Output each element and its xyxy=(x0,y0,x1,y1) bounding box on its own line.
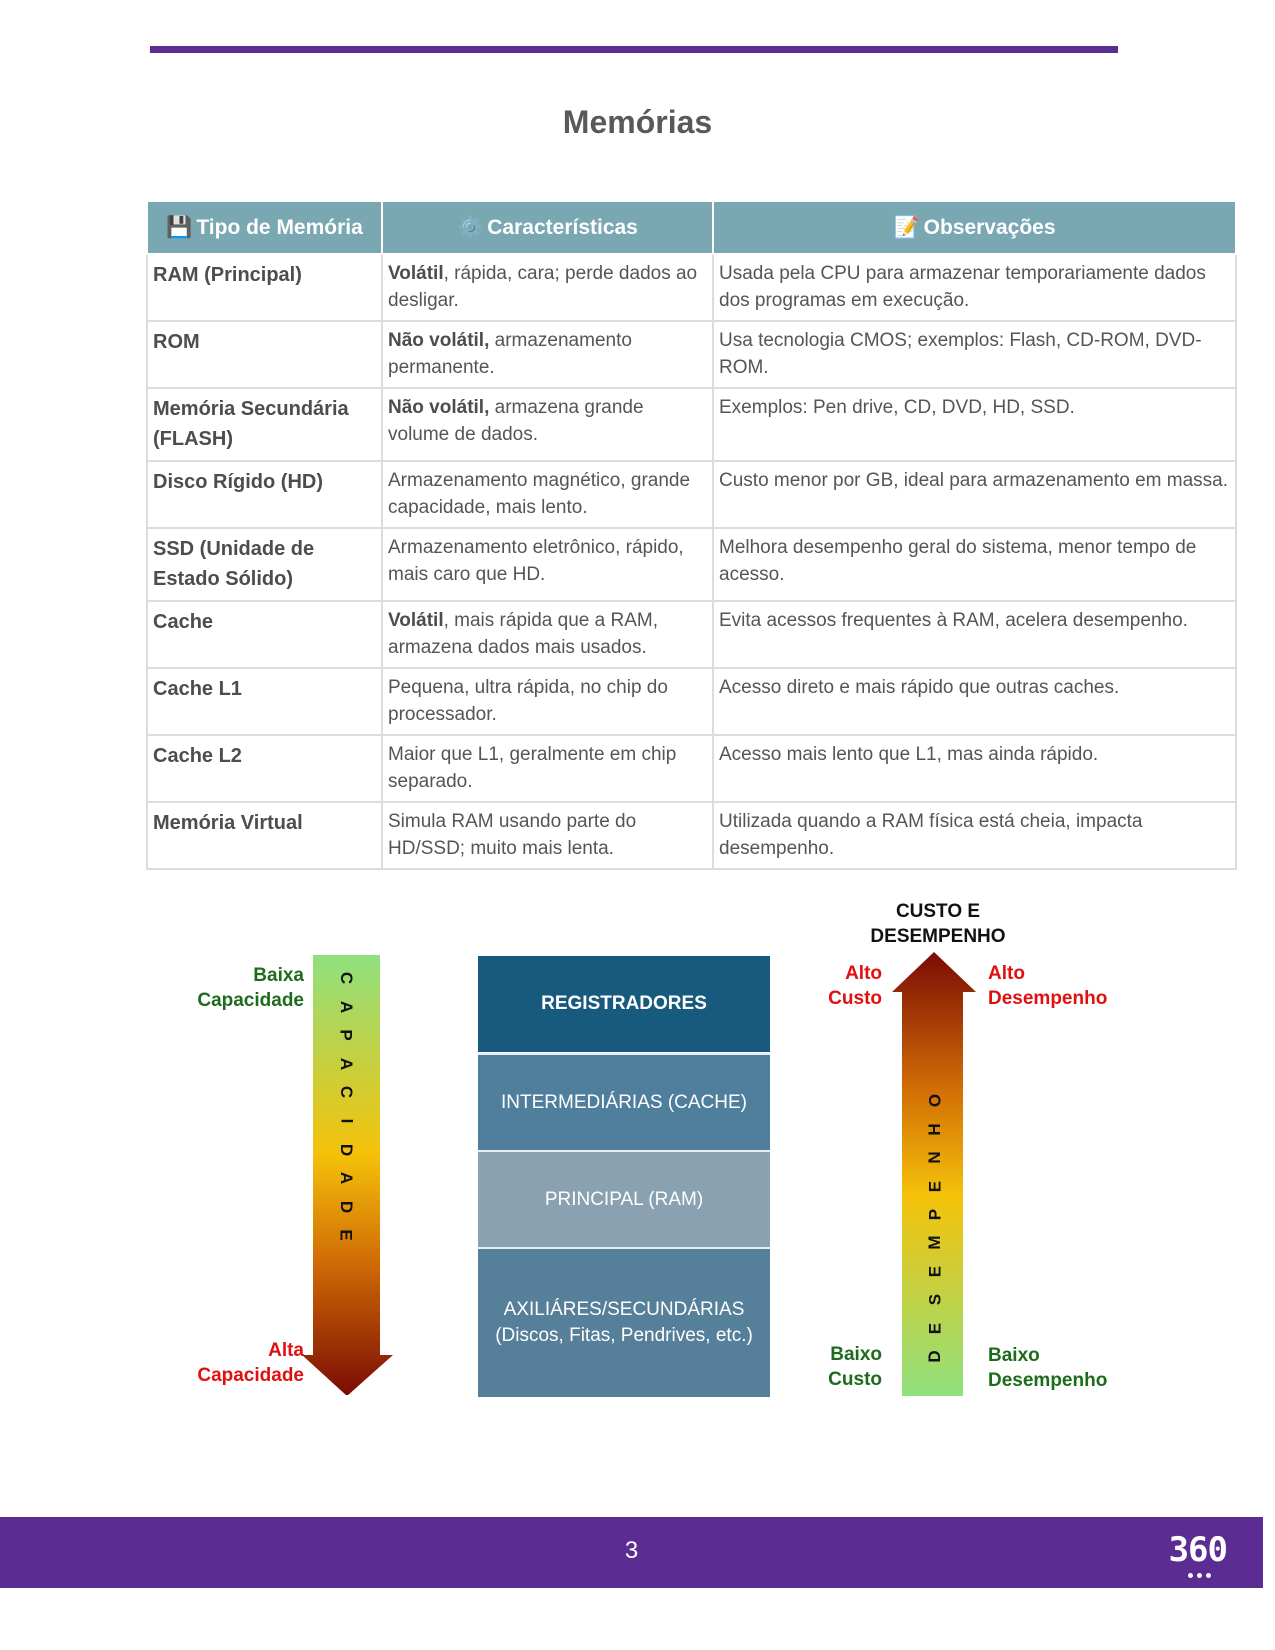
level-secundarias xyxy=(478,1247,770,1397)
cell-characteristics xyxy=(382,461,713,528)
cell-type: ROM xyxy=(147,321,382,388)
char-bold: Não volátil, xyxy=(388,330,490,351)
vertical-letter: P xyxy=(925,1208,944,1221)
header-tipo xyxy=(147,201,382,254)
level-text-sub: (Discos, Fitas, Pendrives, etc.) xyxy=(495,1325,753,1346)
char-text: Maior que L1, geralmente em chip separado. xyxy=(388,744,677,792)
logo-dots-icon xyxy=(1188,1573,1211,1578)
low-performance-line1: Baixo xyxy=(988,1345,1040,1366)
vertical-letter: M xyxy=(925,1235,945,1251)
vertical-letter: C xyxy=(337,1086,356,1099)
table-row xyxy=(147,735,1236,802)
table-row xyxy=(147,802,1236,869)
cell-type: Cache xyxy=(147,601,382,668)
cell-characteristics xyxy=(382,802,713,869)
vertical-letter: H xyxy=(925,1123,944,1136)
vertical-letter: E xyxy=(925,1180,944,1192)
cell-characteristics xyxy=(382,601,713,668)
table-header-row xyxy=(147,201,1236,254)
low-cost-line1: Baixo xyxy=(830,1344,882,1365)
cell-observations: Melhora desempenho geral do sistema, menor tempo de acesso. xyxy=(713,528,1236,601)
level-text: PRINCIPAL (RAM) xyxy=(544,1188,704,1210)
memo-icon: 📝 xyxy=(893,215,920,239)
footer-bar xyxy=(0,1517,1263,1588)
char-bold: Não volátil, xyxy=(388,397,490,418)
cell-characteristics xyxy=(382,668,713,735)
capacity-top-label-line1: Baixa xyxy=(253,965,304,986)
high-performance-line2: Desempenho xyxy=(988,988,1108,1009)
cell-characteristics xyxy=(382,321,713,388)
vertical-letter: D xyxy=(337,1143,356,1156)
char-text: Pequena, ultra rápida, no chip do processador. xyxy=(388,677,668,725)
char-text: Armazenamento eletrônico, rápido, mais caro que HD. xyxy=(388,537,684,585)
char-text: Simula RAM usando parte do HD/SSD; muito mais lenta. xyxy=(388,811,637,859)
high-cost-line2: Custo xyxy=(828,988,882,1009)
capacity-top-label xyxy=(170,963,304,1013)
page-number: 3 xyxy=(624,1537,639,1564)
level-cache xyxy=(478,1053,770,1150)
cell-characteristics xyxy=(382,254,713,321)
vertical-letter: C xyxy=(337,971,356,985)
cell-observations: Exemplos: Pen drive, CD, DVD, HD, SSD. xyxy=(713,388,1236,461)
cell-type: Disco Rígido (HD) xyxy=(147,461,382,528)
cell-observations: Utilizada quando a RAM física está cheia, impacta desempenho. xyxy=(713,802,1236,869)
char-text: , mais rápida que a RAM, armazena dados mais usados. xyxy=(388,610,658,658)
vertical-letter: A xyxy=(337,1057,356,1070)
cell-observations: Custo menor por GB, ideal para armazenamento em massa. xyxy=(713,461,1236,528)
performance-title-line1: CUSTO E xyxy=(895,901,981,922)
capacity-bottom-label xyxy=(170,1338,304,1388)
table-row xyxy=(147,388,1236,461)
vertical-letter: E xyxy=(337,1229,356,1242)
table-row xyxy=(147,461,1236,528)
vertical-letter: I xyxy=(336,1118,356,1124)
top-accent-rule xyxy=(150,46,1118,53)
level-registradores xyxy=(478,956,770,1052)
cell-characteristics xyxy=(382,735,713,802)
char-text: armazena grande volume de dados. xyxy=(388,397,644,445)
vertical-letter: D xyxy=(337,1200,356,1213)
high-cost-line1: Alto xyxy=(845,963,882,984)
gear-icon: ⚙️ xyxy=(457,215,484,239)
vertical-letter: A xyxy=(337,1000,356,1013)
vertical-letter: P xyxy=(337,1029,356,1041)
char-bold: Volátil xyxy=(388,263,444,284)
low-performance-label xyxy=(988,1343,1148,1393)
level-text: INTERMEDIÁRIAS (CACHE) xyxy=(501,1091,747,1113)
cell-type: Cache L1 xyxy=(147,668,382,735)
char-text: , rápida, cara; perde dados ao desligar. xyxy=(388,263,698,311)
cell-type: Cache L2 xyxy=(147,735,382,802)
cell-observations: Usada pela CPU para armazenar temporariamente dados dos programas em execução. xyxy=(713,254,1236,321)
cell-type: Memória Secundária (FLASH) xyxy=(147,388,382,461)
header-label: Tipo de Memória xyxy=(196,215,363,239)
table-row xyxy=(147,668,1236,735)
level-text: REGISTRADORES xyxy=(541,993,707,1014)
high-performance-line1: Alto xyxy=(988,963,1025,984)
performance-vertical-text xyxy=(919,1089,951,1369)
char-bold: Volátil xyxy=(388,610,444,631)
header-label: Características xyxy=(487,215,638,239)
memory-table xyxy=(146,200,1237,870)
cell-type: RAM (Principal) xyxy=(147,254,382,321)
performance-title-line2: DESEMPENHO xyxy=(870,926,1006,947)
floppy-disk-icon: 💾 xyxy=(166,215,193,239)
cell-type: Memória Virtual xyxy=(147,802,382,869)
vertical-letter: E xyxy=(925,1265,944,1278)
cell-observations: Usa tecnologia CMOS; exemplos: Flash, CD-ROM, DVD-ROM. xyxy=(713,321,1236,388)
header-label: Observações xyxy=(923,215,1056,239)
low-cost-line2: Custo xyxy=(828,1369,882,1390)
vertical-letter: N xyxy=(925,1151,944,1164)
header-observacoes xyxy=(713,201,1236,254)
table-row xyxy=(147,254,1236,321)
cell-observations: Acesso mais lento que L1, mas ainda rápido. xyxy=(713,735,1236,802)
cell-observations: Evita acessos frequentes à RAM, acelera desempenho. xyxy=(713,601,1236,668)
level-text: AXILIÁRES/SECUNDÁRIAS xyxy=(503,1299,745,1320)
page-title: Memórias xyxy=(562,104,713,140)
table-row xyxy=(147,601,1236,668)
table-row xyxy=(147,528,1236,601)
char-text: Armazenamento magnético, grande capacidade, mais lento. xyxy=(388,470,691,518)
capacity-vertical-text xyxy=(330,966,362,1247)
performance-title xyxy=(838,899,1038,949)
low-performance-line2: Desempenho xyxy=(988,1370,1108,1391)
capacity-bottom-label-line1: Alta xyxy=(268,1340,304,1361)
cell-observations: Acesso direto e mais rápido que outras caches. xyxy=(713,668,1236,735)
cell-type: SSD (Unidade de Estado Sólido) xyxy=(147,528,382,601)
capacity-top-label-line2: Capacidade xyxy=(197,990,304,1011)
capacity-bottom-label-line2: Capacidade xyxy=(197,1365,304,1386)
vertical-letter: E xyxy=(925,1322,944,1334)
vertical-letter: O xyxy=(925,1094,945,1108)
vertical-letter: D xyxy=(925,1350,944,1363)
char-text: armazenamento permanente. xyxy=(388,330,632,378)
cell-characteristics xyxy=(382,528,713,601)
high-cost-label xyxy=(800,961,882,1011)
low-cost-label xyxy=(800,1342,882,1392)
table-row xyxy=(147,321,1236,388)
cell-characteristics xyxy=(382,388,713,461)
vertical-letter: S xyxy=(925,1294,944,1306)
level-ram xyxy=(478,1150,770,1247)
high-performance-label xyxy=(988,961,1148,1011)
header-caracteristicas xyxy=(382,201,713,254)
brand-logo: 360 xyxy=(1168,1530,1227,1570)
vertical-letter: A xyxy=(337,1172,356,1185)
